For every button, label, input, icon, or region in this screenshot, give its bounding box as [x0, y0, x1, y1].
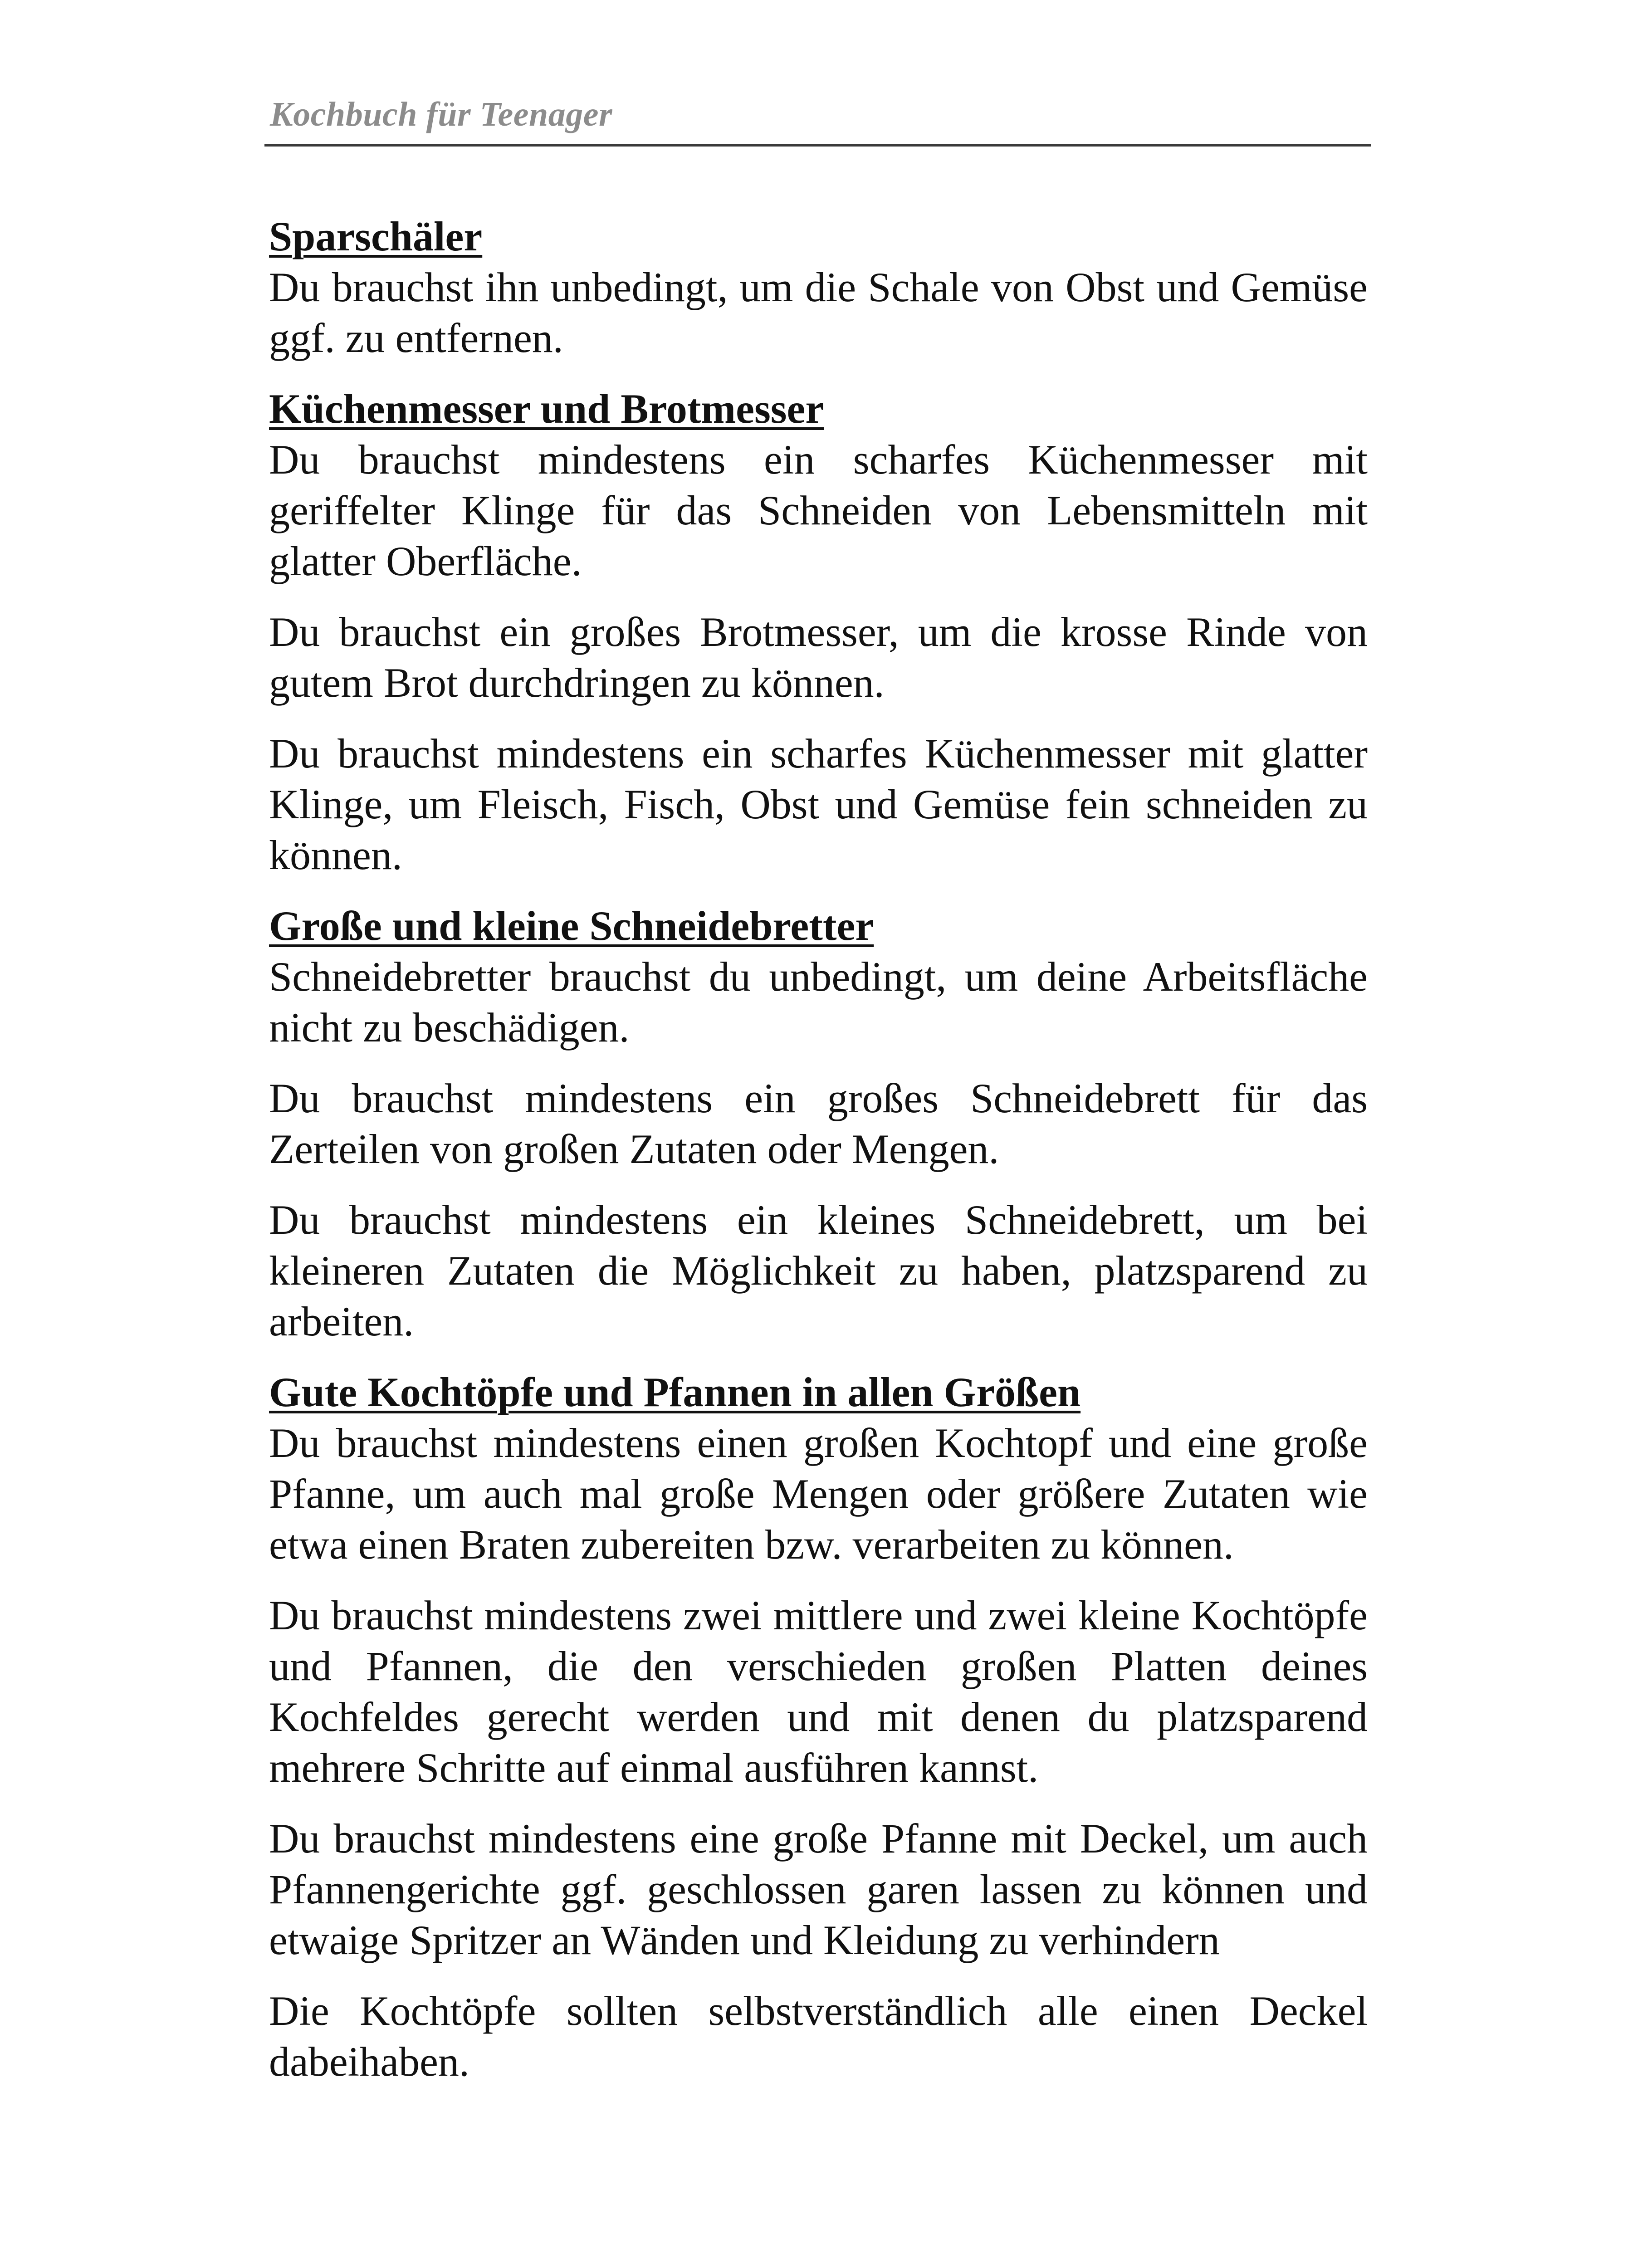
section-kuechenmesser [269, 383, 1368, 880]
running-header [264, 92, 1371, 147]
paragraph: Schneidebretter brauchst du unbedingt, um deine Arbeitsfläche nicht zu beschädigen. [269, 953, 1368, 1051]
paragraph: Du brauchst mindestens eine große Pfanne mit Deckel, um auch Pfannengerichte ggf. geschlossen garen lassen zu können und etwaige Spritzer an Wänden und Kleidung zu verhindern [269, 1815, 1368, 1963]
section-sparschaeler [269, 211, 1368, 363]
section-heading: Große und kleine Schneidebretter [269, 903, 874, 949]
paragraph: Du brauchst mindestens zwei mittlere und zwei kleine Kochtöpfe und Pfannen, die den verschieden großen Platten deines Kochfeldes gerecht werden und mit denen du platzsparend mehrere Schritte auf einmal ausführen kannst. [269, 1592, 1368, 1791]
paragraph: Die Kochtöpfe sollten selbstverständlich alle einen Deckel dabeihaben. [269, 1988, 1368, 2085]
paragraph: Du brauchst ein großes Brotmesser, um die krosse Rinde von gutem Brot durchdringen zu können. [269, 609, 1368, 706]
page-content [269, 211, 1368, 2107]
paragraph: Du brauchst mindestens einen großen Kochtopf und eine große Pfanne, um auch mal große Mengen oder größere Zutaten wie etwa einen Braten zubereiten bzw. verarbeiten zu können. [269, 1420, 1368, 1568]
section-heading: Sparschäler [269, 213, 483, 259]
book-title: Kochbuch für Teenager [270, 95, 613, 133]
section-heading: Küchenmesser und Brotmesser [269, 386, 824, 432]
paragraph: Du brauchst mindestens ein scharfes Küchenmesser mit glatter Klinge, um Fleisch, Fisch, Obst und Gemüse fein schneiden zu können. [269, 730, 1368, 878]
paragraph: Du brauchst mindestens ein kleines Schneidebrett, um bei kleineren Zutaten die Möglichkeit zu haben, platzsparend zu arbeiten. [269, 1197, 1368, 1344]
paragraph: Du brauchst mindestens ein scharfes Küchenmesser mit geriffelter Klinge für das Schneiden von Lebensmitteln mit glatter Oberfläche. [269, 436, 1368, 584]
section-kochtoepfe [269, 1367, 1368, 2087]
section-heading: Gute Kochtöpfe und Pfannen in allen Größen [269, 1369, 1081, 1415]
section-schneidebretter [269, 900, 1368, 1347]
paragraph: Du brauchst ihn unbedingt, um die Schale von Obst und Gemüse ggf. zu entfernen. [269, 264, 1368, 361]
paragraph: Du brauchst mindestens ein großes Schneidebrett für das Zerteilen von großen Zutaten oder Mengen. [269, 1075, 1368, 1172]
